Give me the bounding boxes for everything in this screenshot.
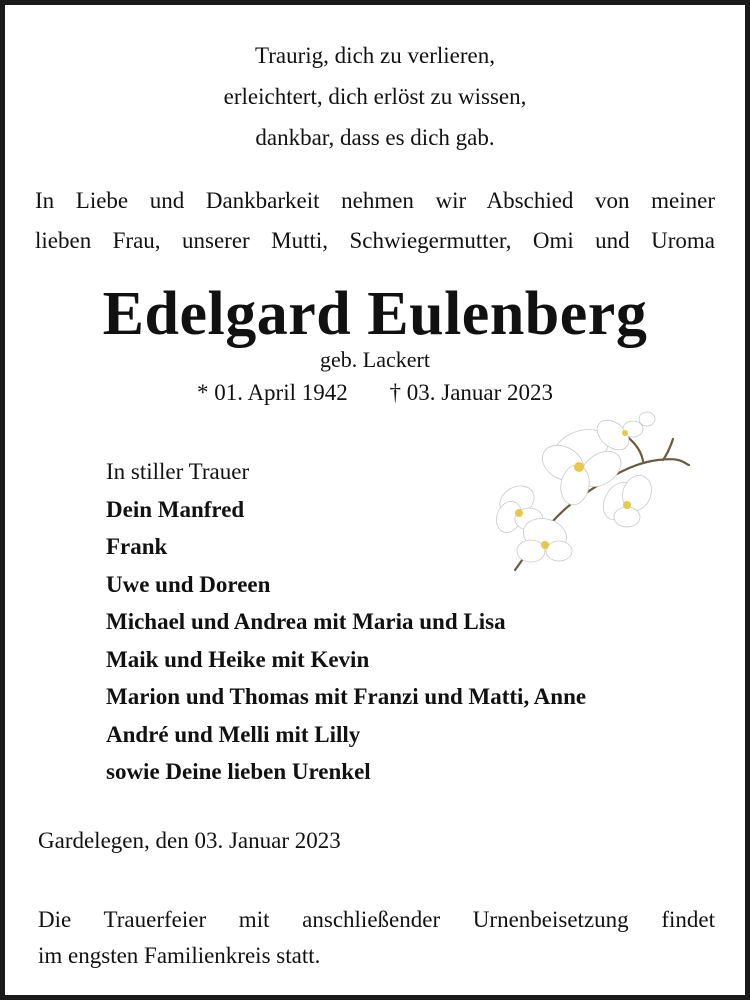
poem-line: erleichtert, dich erlöst zu wissen, [223, 84, 527, 109]
poem-line: dankbar, dass es dich gab. [255, 125, 495, 150]
notice-line: im engsten Familienkreis statt. [38, 943, 321, 968]
mourners-list [106, 453, 586, 791]
mourner-name: Uwe und Doreen [106, 571, 271, 597]
poem [5, 35, 745, 158]
mourner-name: André und Melli mit Lilly [106, 721, 361, 747]
intro-text [35, 181, 715, 261]
mourner-name: Dein Manfred [106, 496, 245, 522]
death-date: † 03. Januar 2023 [389, 380, 554, 405]
mourner-name: Frank [106, 534, 168, 559]
funeral-notice [38, 902, 715, 974]
mourners-heading: In stiller Trauer [106, 459, 250, 484]
notice-line: Die Trauerfeier mit anschließender Urnenbeisetzung findet [38, 907, 715, 932]
maiden-name: geb. Lackert [320, 347, 430, 372]
deceased-name: Edelgard Eulenberg [102, 280, 648, 348]
poem-line: Traurig, dich zu verlieren, [255, 43, 495, 68]
birth-date: * 01. April 1942 [196, 380, 348, 405]
mourner-name: Marion und Thomas mit Franzi und Matti, Anne [106, 684, 587, 709]
mourner-name: sowie Deine lieben Urenkel [106, 759, 371, 784]
mourner-name: Michael und Andrea mit Maria und Lisa [106, 609, 506, 634]
intro-line: In Liebe und Dankbarkeit nehmen wir Abschied von meiner [35, 188, 715, 213]
intro-line: lieben Frau, unserer Mutti, Schwiegermutter, Omi und Uroma [35, 228, 715, 253]
place-date: Gardelegen, den 03. Januar 2023 [38, 828, 341, 853]
mourner-name: Maik und Heike mit Kevin [106, 646, 370, 672]
